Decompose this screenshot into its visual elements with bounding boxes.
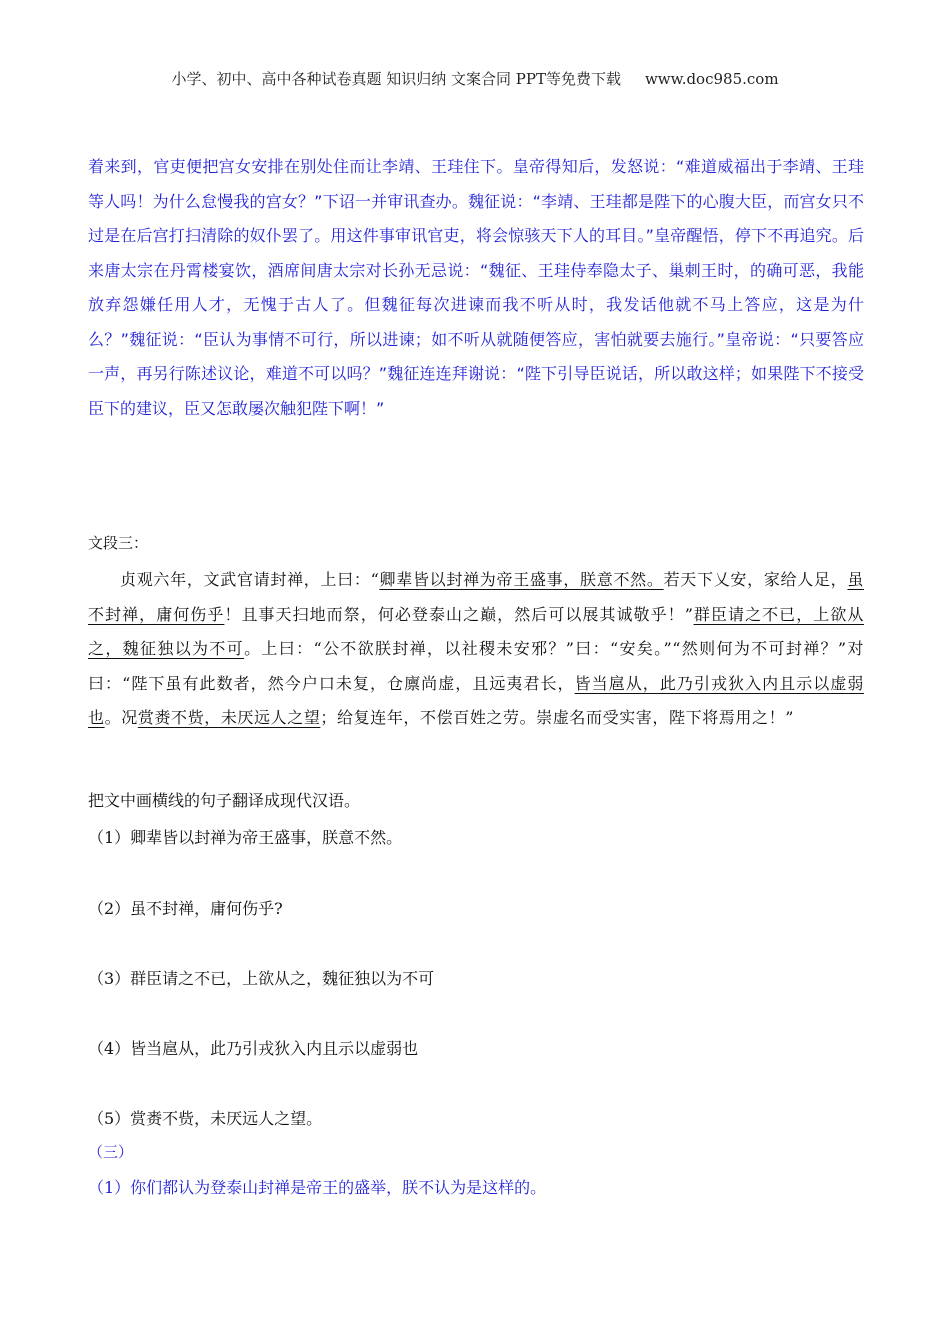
answer-1: （1）你们都认为登泰山封禅是帝王的盛举，朕不认为是这样的。 [88,1178,547,1197]
answer-heading: （三） [88,1143,134,1161]
header-text: 小学、初中、高中各种试卷真题 知识归纳 文案合同 PPT等免费下载 [171,70,621,88]
classical-text-part: 若天下乂安，家给人足， [663,570,848,589]
question-1: （1）卿辈皆以封禅为帝王盛事，朕意不然。 [88,828,403,847]
underlined-sentence-3: 群臣请之不已，上欲从之，魏征独以为不可 [88,604,864,658]
underlined-sentence-5: 赏赉不赀，未厌远人之望 [137,708,321,727]
question-4: （4）皆当扈从，此乃引戎狄入内且示以虚弱也 [88,1039,419,1058]
header-url[interactable]: www.doc985.com [644,70,779,88]
question-5: （5）赏赉不赀，未厌远人之望。 [88,1109,323,1128]
question-3: （3）群臣请之不已，上欲从之，魏征独以为不可 [88,969,435,988]
classical-text-part: 。况 [104,708,138,727]
underlined-sentence-1: 卿辈皆以封禅为帝王盛事，朕意不然。 [379,570,664,589]
page-header [0,68,950,89]
translation-paragraph: 着来到，官吏便把宫女安排在别处住而让李靖、王珪住下。皇帝得知后，发怒说：“难道威福出于李靖、王珪等人吗！为什么怠慢我的宫女？”下诏一并审讯查办。魏征说：“李靖、王珪都是陛下的心腹大臣，而宫女只不过是在后宫打扫清除的奴仆罢了。用这件事审讯官吏，将会惊骇天下人的耳目。”皇帝醒悟，停下不再追究。后来唐太宗在丹霄楼宴饮，酒席间唐太宗对长孙无忌说：“魏征、王珪侍奉隐太子、巢刺王时，的确可恶，我能放弃怨嫌任用人才，无愧于古人了。但魏征每次进谏而我不听从时，我发话他就不马上答应，这是为什么？”魏征说：“臣认为事情不可行，所以进谏；如不听从就随便答应，害怕就要去施行。”皇帝说：“只要答应一声，再另行陈述议论，难道不可以吗？”魏征连连拜谢说：“陛下引导臣说话，所以敢这样；如果陛下不接受臣下的建议，臣又怎敢屡次触犯陛下啊！” [88,157,864,418]
classical-text-part: 贞观六年，文武官请封禅，上曰：“ [120,570,380,589]
underlined-sentence-4: 皆当扈从，此乃引戎狄入内且示以虚弱也 [88,673,864,727]
instruction: 把文中画横线的句子翻译成现代汉语。 [88,791,361,810]
classical-text-part: ；给复连年，不偿百姓之劳。崇虚名而受实害，陛下将焉用之！” [320,708,795,727]
section-title: 文段三： [88,534,149,552]
classical-text [88,563,864,736]
question-2: （2）虽不封禅，庸何伤乎? [88,899,283,918]
underlined-sentence-2: 虽不封禅，庸何伤乎 [88,570,865,624]
classical-text-part: ！且事天扫地而祭，何必登泰山之巅，然后可以展其诚敬乎！” [224,604,694,624]
classical-text-part: 。上曰：“公不欲朕封禅，以社稷未安邪？”曰：“安矣。”“然则何为不可封禅？”对曰：“陛下虽有此数者，然今户口未复，仓廪尚虚，且远夷君长， [88,639,864,693]
